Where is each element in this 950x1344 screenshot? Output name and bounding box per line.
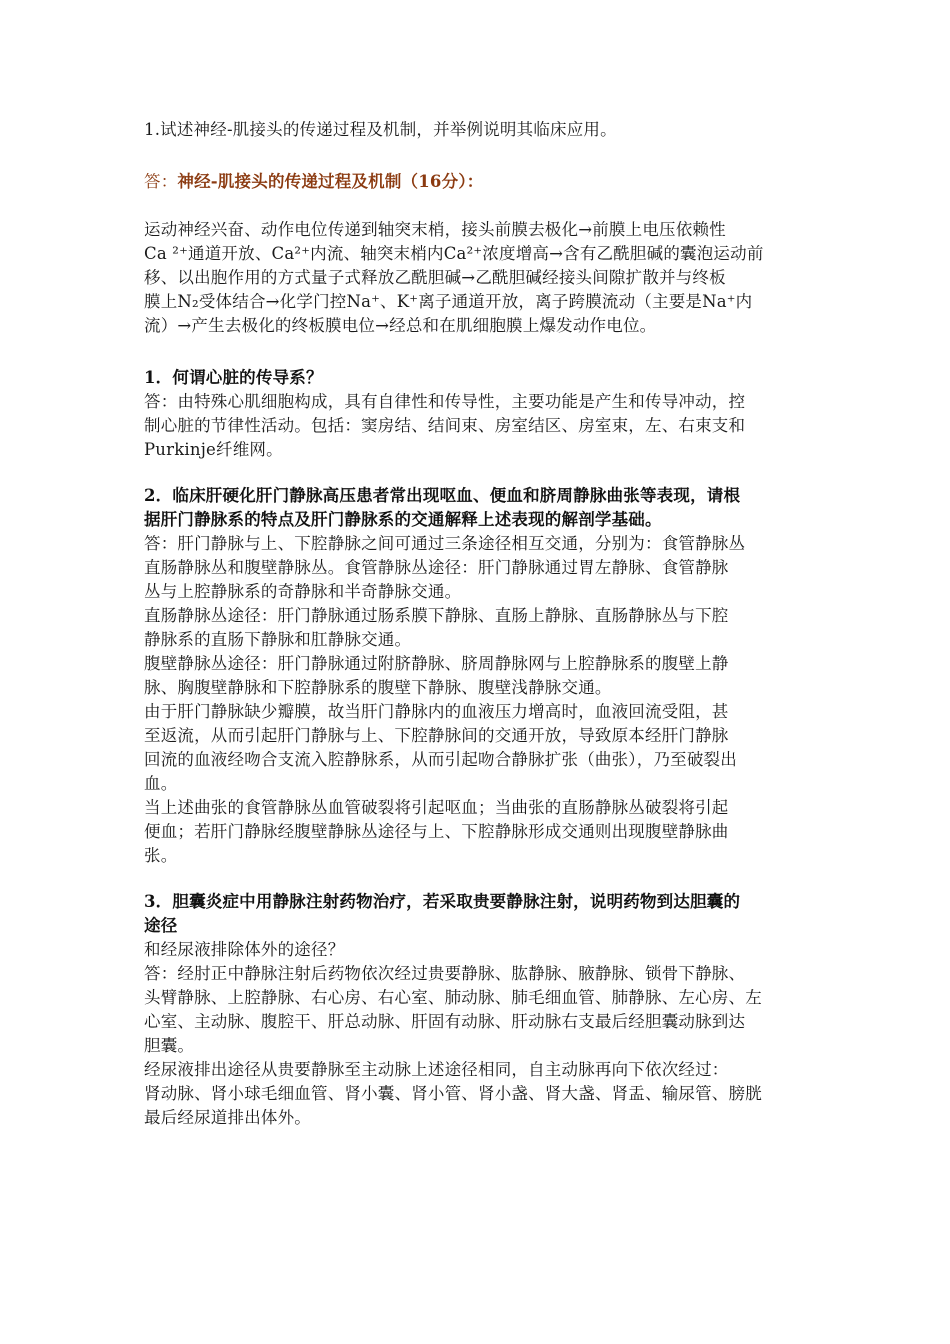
answer-heading-text: 神经-肌接头的传递过程及机制（16分）： bbox=[177, 172, 484, 191]
answer-line: 肾动脉、肾小球毛细血管、肾小囊、肾小管、肾小盏、肾大盏、肾盂、输尿管、膀胱 bbox=[144, 1084, 762, 1103]
answer-line: 头臂静脉、上腔静脉、右心房、右心室、肺动脉、肺毛细血管、肺静脉、左心房、左 bbox=[144, 988, 762, 1007]
ca-ion-label: Ca ²⁺ bbox=[144, 244, 189, 263]
paragraph-line: 移、以出胞作用的方式量子式释放乙酰胆碱→乙酰胆碱经接头间隙扩散并与终板 bbox=[144, 268, 726, 287]
question-3-section bbox=[144, 484, 812, 868]
answer-line: 答：由特殊心肌细胞构成，具有自律性和传导性，主要功能是产生和传导冲动，控 bbox=[144, 392, 746, 411]
answer-line: 回流的血液经吻合支流入腔静脉系，从而引起吻合静脉扩张（曲张），乃至破裂出 bbox=[144, 750, 737, 769]
answer-line: 便血；若肝门静脉经腹壁静脉丛途径与上、下腔静脉形成交通则出现腹壁静脉曲 bbox=[144, 822, 729, 841]
answer-line: 由于肝门静脉缺少瓣膜，故当肝门静脉内的血液压力增高时，血液回流受阻，甚 bbox=[144, 702, 729, 721]
answer-line: 制心脏的节律性活动。包括：窦房结、结间束、房室结区、房室束，左、右束支和 bbox=[144, 416, 746, 435]
question-2-section bbox=[144, 366, 812, 462]
answer-1-paragraph bbox=[144, 218, 812, 338]
answer-line: 血。 bbox=[144, 774, 178, 793]
answer-line: 直肠静脉丛和腹壁静脉丛。食管静脉丛途径：肝门静脉通过胃左静脉、食管静脉 bbox=[144, 558, 729, 577]
paragraph-line: 运动神经兴奋、动作电位传递到轴突末梢，接头前膜去极化→前膜上电压依赖性 bbox=[144, 220, 726, 239]
answer-line: 经尿液排出途径从贵要静脉至主动脉上述途径相同，自主动脉再向下依次经过： bbox=[144, 1060, 729, 1079]
paragraph-line: 流）→产生去极化的终板膜电位→经总和在肌细胞膜上爆发动作电位。 bbox=[144, 316, 657, 335]
answer-line: 胆囊。 bbox=[144, 1036, 195, 1055]
answer-line: 最后经尿道排出体外。 bbox=[144, 1108, 311, 1127]
answer-prefix: 答： bbox=[144, 172, 178, 191]
answer-line: 丛与上腔静脉系的奇静脉和半奇静脉交通。 bbox=[144, 582, 462, 601]
answer-line: 脉、胸腹壁静脉和下腔静脉系的腹壁下静脉、腹壁浅静脉交通。 bbox=[144, 678, 612, 697]
question-1-title: 1.试述神经-肌接头的传递过程及机制，并举例说明其临床应用。 bbox=[144, 120, 617, 139]
question-4-title-line: 途径 bbox=[144, 916, 178, 935]
document-page bbox=[144, 118, 812, 1152]
question-4-title-line: 3．胆囊炎症中用静脉注射药物治疗，若采取贵要静脉注射，说明药物到达胆囊的 bbox=[144, 892, 741, 911]
paragraph-line: Ca ²⁺通道开放、Ca²⁺内流、轴突末梢内Ca²⁺浓度增高→含有乙酰胆碱的囊泡运动前 bbox=[144, 244, 764, 263]
answer-heading bbox=[144, 170, 812, 194]
answer-line: Purkinje纤维网。 bbox=[144, 440, 283, 459]
answer-line: 至返流，从而引起肝门静脉与上、下腔静脉间的交通开放，导致原本经肝门静脉 bbox=[144, 726, 729, 745]
question-3-title-line: 2．临床肝硬化肝门静脉高压患者常出现呕血、便血和脐周静脉曲张等表现，请根 bbox=[144, 486, 741, 505]
answer-line: 腹壁静脉丛途径：肝门静脉通过附脐静脉、脐周静脉网与上腔静脉系的腹壁上静 bbox=[144, 654, 729, 673]
answer-line: 答：肝门静脉与上、下腔静脉之间可通过三条途径相互交通，分别为：食管静脉丛 bbox=[144, 534, 746, 553]
question-3-title-line: 据肝门静脉系的特点及肝门静脉系的交通解释上述表现的解剖学基础。 bbox=[144, 510, 662, 529]
answer-line: 直肠静脉丛途径：肝门静脉通过肠系膜下静脉、直肠上静脉、直肠静脉丛与下腔 bbox=[144, 606, 729, 625]
question-2-title: 1．何谓心脏的传导系？ bbox=[144, 368, 323, 387]
answer-line: 当上述曲张的食管静脉丛血管破裂将引起呕血；当曲张的直肠静脉丛破裂将引起 bbox=[144, 798, 729, 817]
answer-line: 心室、主动脉、腹腔干、肝总动脉、肝固有动脉、肝动脉右支最后经胆囊动脉到达 bbox=[144, 1012, 746, 1031]
paragraph-line: 膜上N₂受体结合→化学门控Na⁺、K⁺离子通道开放，离子跨膜流动（主要是Na⁺内 bbox=[144, 292, 753, 311]
question-4-section bbox=[144, 890, 812, 1130]
answer-line: 静脉系的直肠下静脉和肛静脉交通。 bbox=[144, 630, 412, 649]
answer-line: 和经尿液排除体外的途径？ bbox=[144, 940, 345, 959]
answer-line: 答：经肘正中静脉注射后药物依次经过贵要静脉、肱静脉、腋静脉、锁骨下静脉、 bbox=[144, 964, 746, 983]
answer-line: 张。 bbox=[144, 846, 178, 865]
